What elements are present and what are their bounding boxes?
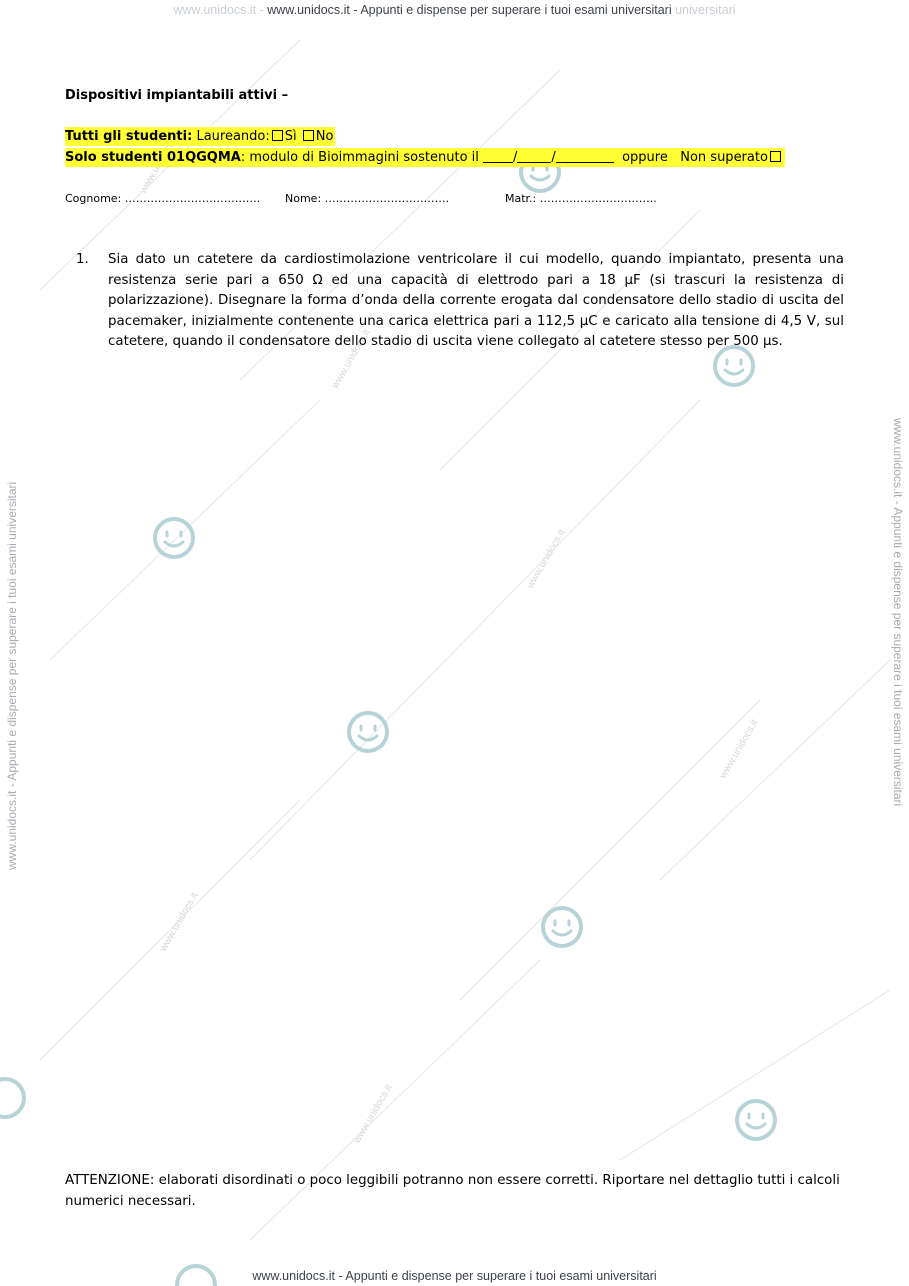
matr-field[interactable]: Matr.: ………………………….. <box>505 192 657 205</box>
date-slash: / <box>551 150 556 165</box>
all-students-label: Tutti gli studenti: <box>65 129 193 144</box>
not-passed-label: Non superato <box>680 150 768 165</box>
page-title: Dispositivi impiantabili attivi – <box>65 88 289 103</box>
module-status-line <box>65 148 785 167</box>
date-day-field[interactable] <box>483 150 513 163</box>
watermark-top-faint-right: universitari <box>675 3 736 17</box>
date-year-field[interactable] <box>556 150 614 163</box>
watermark-left-side: www.unidocs.it - Appunti e dispense per superare i tuoi esami universitari <box>5 481 19 870</box>
question-number: 1. <box>76 252 89 267</box>
module-students-label: Solo studenti 01QGQMA <box>65 150 241 165</box>
watermark-diagonal: www.unidocs.it <box>352 1082 395 1146</box>
student-status-line <box>65 127 335 146</box>
name-field[interactable]: Nome: ……………………………. <box>285 192 450 205</box>
yes-label: Sì <box>284 129 297 144</box>
not-passed-checkbox[interactable] <box>770 151 781 162</box>
watermark-top-faint-left: www.unidocs.it - <box>173 3 268 17</box>
yes-checkbox[interactable] <box>272 130 283 141</box>
attention-notice: ATTENZIONE: elaborati disordinati o poco leggibili potranno non essere corretti. Riportare nel dettaglio tutti i calcoli numerici necessari. <box>65 1173 840 1209</box>
date-slash: / <box>513 150 518 165</box>
no-label: No <box>315 129 334 144</box>
watermark-diagonal: www.unidocs.it <box>525 527 568 591</box>
graduating-label: Laureando: <box>196 129 270 144</box>
date-month-field[interactable] <box>517 150 551 163</box>
watermark-top-main: www.unidocs.it - Appunti e dispense per superare i tuoi esami universitari <box>267 3 672 17</box>
watermark-diagonal: www.unidocs.it <box>718 717 761 781</box>
watermark-bottom-text: www.unidocs.it - Appunti e dispense per superare i tuoi esami universitari <box>252 1269 657 1283</box>
module-text: : modulo di Bioimmagini sostenuto il <box>240 150 479 165</box>
question-text: Sia dato un catetere da cardiostimolazione ventricolare il cui modello, quando impiantato, presenta una resistenza serie pari a 650 Ω ed una capacità di elettrodo pari a 18 μF (si trascuri la resistenza di polarizzazione). Disegnare la forma d’onda della corrente erogata dal condensatore dello stadio di uscita del pacemaker, inizialmente contenente una carica elettrica pari a 112,5 μC e caricato alla tensione di 4,5 V, sul catetere, quando il condensatore dello stadio di uscita viene collegato al catetere stesso per 500 μs. <box>108 252 844 350</box>
surname-field[interactable]: Cognome: ………………………………. <box>65 192 261 205</box>
watermark-right-side: www.unidocs.it - Appunti e dispense per superare i tuoi esami universitari <box>891 418 905 807</box>
watermark-diagonal: www.unidocs.it <box>158 890 201 954</box>
watermark-diagonal: www.unidocs.it <box>330 327 373 391</box>
no-checkbox[interactable] <box>303 130 314 141</box>
oppure-label: oppure <box>622 150 668 165</box>
